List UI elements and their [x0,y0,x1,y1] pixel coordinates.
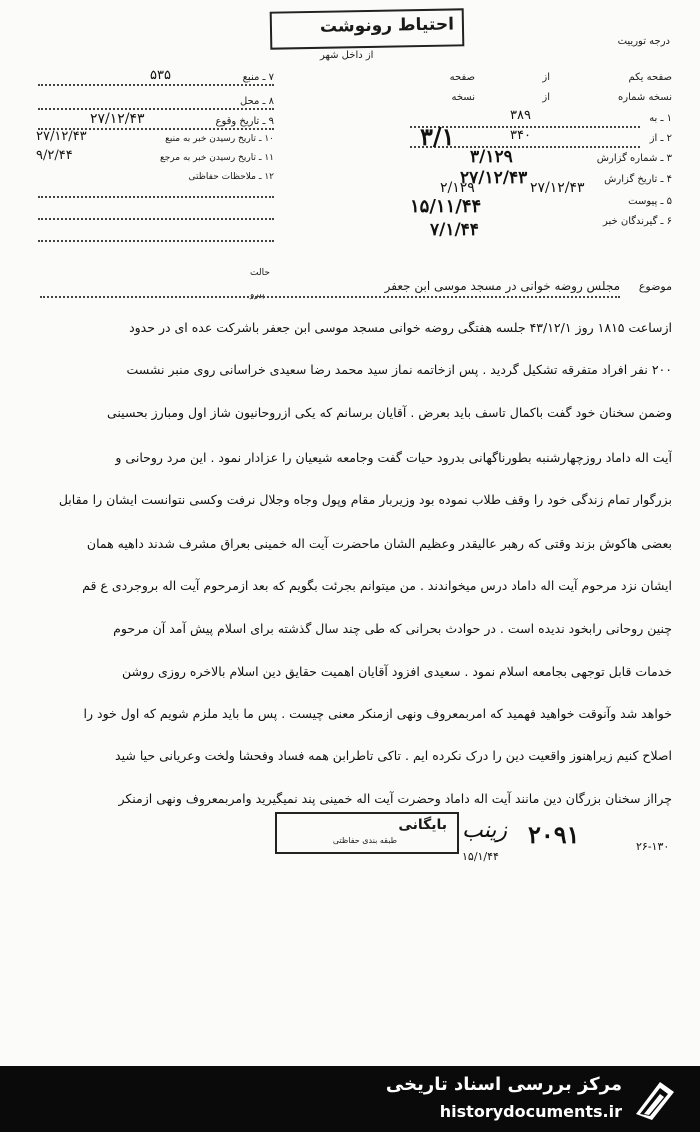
classification-stamp [270,8,465,49]
classification-label: درجه تورییت [617,36,670,47]
field-value: ۳۴۰ [510,128,531,143]
field-label: ۹ ـ تاریخ وقوع [215,116,274,127]
field-value: ۹/۲/۴۴ [36,148,73,163]
handwritten-mark: ۳/۱ [420,122,455,151]
footer-url[interactable]: historydocuments.ir [439,1102,622,1121]
archive-stamp-sub: طبقه بندی حفاظتی [332,836,397,845]
body-line: خدمات قابل توجهی بجامعه اسلام نمود . سعیدی افزود آقایان اهمیت حقایق دین اسلام بالاخره روزی روشن [122,664,672,679]
stamp-text: احتیاط رونوشت [319,14,455,37]
field-label: ۵ ـ پیوست [628,196,672,207]
field-label: ۳ ـ شماره گزارش [596,153,672,164]
handwritten-note: ۲۷/۱۲/۴۳ [530,180,585,196]
body-line: چرااز سخنان بزرگان دین مانند آیت اله داماد وحضرت آیت اله خمینی پند نمیگیرید وامربمعروف ونهی ازمنکر [118,791,672,806]
body-line: خواهد شد وآنوقت خواهید فهمید که امربمعروف ونهی ازمنکر معنی چیست . پس ما باید ملزم شویم که اول خود را [83,706,672,721]
signature: زینب [462,818,507,843]
field-value: ۳/۱۲۹ [470,147,513,167]
handwritten-note: ۲/۱۲۹ [440,180,475,196]
body-line: بعضی هاکوش بزند وقتی که رهبر عالیقدر وعظیم الشان ماحضرت آیت اله خمینی بعراق مشرف شدند داهیه همان [86,536,672,551]
body-line: اصلاح کنیم زیراهنوز واقعیت دین را درک نکرده ایم . تاکی تاطرابن همه فساد وفحشا ولخت وعریانی حیا شید [115,748,672,763]
signature-date: ۱۵/۱/۴۴ [462,850,499,863]
stamp-subtext: از داخل شهر [320,50,374,61]
body-line: چنین روحانی رابخود ندیده است . در حوادث بحرانی که طی چند سال گذشته برای اسلام پیش آمد آن مرحوم [113,621,672,636]
field-value: از [542,92,550,103]
field-label: ۱۰ ـ تاریخ رسیدن خبر به منبع [165,134,274,144]
page-reference: ۲۶-۱۳۰ [636,840,670,853]
field-label: ۱۲ ـ ملاحظات حفاظتی [188,172,274,182]
field-extra: صفحه [449,72,475,83]
book-logo-icon [630,1074,680,1124]
footer-banner [0,1066,700,1132]
field-value: ۲۷/۱۲/۴۳ [90,111,145,127]
footer-title: مرکز بررسی اسناد تاریخی [385,1074,622,1095]
field-label: ۷ ـ منبع [242,72,274,83]
body-line: وضمن سخنان خود گفت باکمال تاسف باید بعرض . آقایان برسانم که یکی ازروحانیون شاز اول ومبارز بحسینی [106,405,672,420]
archive-logo [630,1074,680,1124]
subject-side-note2: پیرو [250,290,265,300]
field-label: ۱ ـ به [649,113,672,124]
field-value: ۷/۱/۴۴ [430,220,479,240]
field-value: ۳۸۹ [510,108,531,123]
body-line: بزرگوار تمام زندگی خود را وقف طلاب نموده بود وزیربار مقام وپول وجاه وجلال نرفت وکسی نتوانست ایشان را مقابل [58,492,672,507]
field-value: ۵۳۵ [150,68,171,83]
field-value: از [542,72,550,83]
field-label: ۲ ـ از [649,133,672,144]
field-label: نسخه شماره [618,92,672,103]
subject-label: موضوع [638,280,672,293]
field-label: ۸ ـ محل [239,96,274,107]
body-line: آیت اله داماد روزچهارشنبه بطورناگهانی بدرود حیات گفت وجامعه شیعیان را عزادار نمود . این مرد روحانی و [115,450,672,465]
archive-stamp [275,812,459,854]
body-line: ایشان نزد مرحوم آیت اله داماد درس میخواندند . من میتوانم بجرئت بگویم که بعد ازمرحوم آیت اله بروجردی ع قم [82,578,672,593]
archive-stamp-text: بایگانی [398,817,447,833]
body-line: ۲۰۰ نفر افراد متفرقه تشکیل گردید . پس ازخاتمه نماز سید محمد رضا سعیدی خراسانی روی منبر نشست [126,362,672,377]
subject-side-note: حالت [250,268,270,278]
field-label: ۱۱ ـ تاریخ رسیدن خبر به مرجع [159,153,274,163]
subject-text: مجلس روضه خوانی در مسجد موسی ابن جعفر [384,279,620,293]
field-value: ۲۷/۱۲/۴۳ [460,168,528,188]
field-label: ۶ ـ گیرندگان خبر [602,216,672,227]
field-extra: نسخه [451,92,475,103]
document-number: ۲۰۹۱ [528,820,580,849]
body-line: ازساعت ۱۸۱۵ روز ۴۳/۱۲/۱ جلسه هفتگی روضه خوانی مسجد موسی ابن جعفر باشرکت عده ای در حدود [129,320,672,335]
field-label: صفحه یکم [628,72,672,83]
field-value: ۲۷/۱۲/۴۳ [36,129,87,144]
field-value: ۱۵/۱۱/۴۴ [410,196,482,217]
field-label: ۴ ـ تاریخ گزارش [604,174,672,185]
